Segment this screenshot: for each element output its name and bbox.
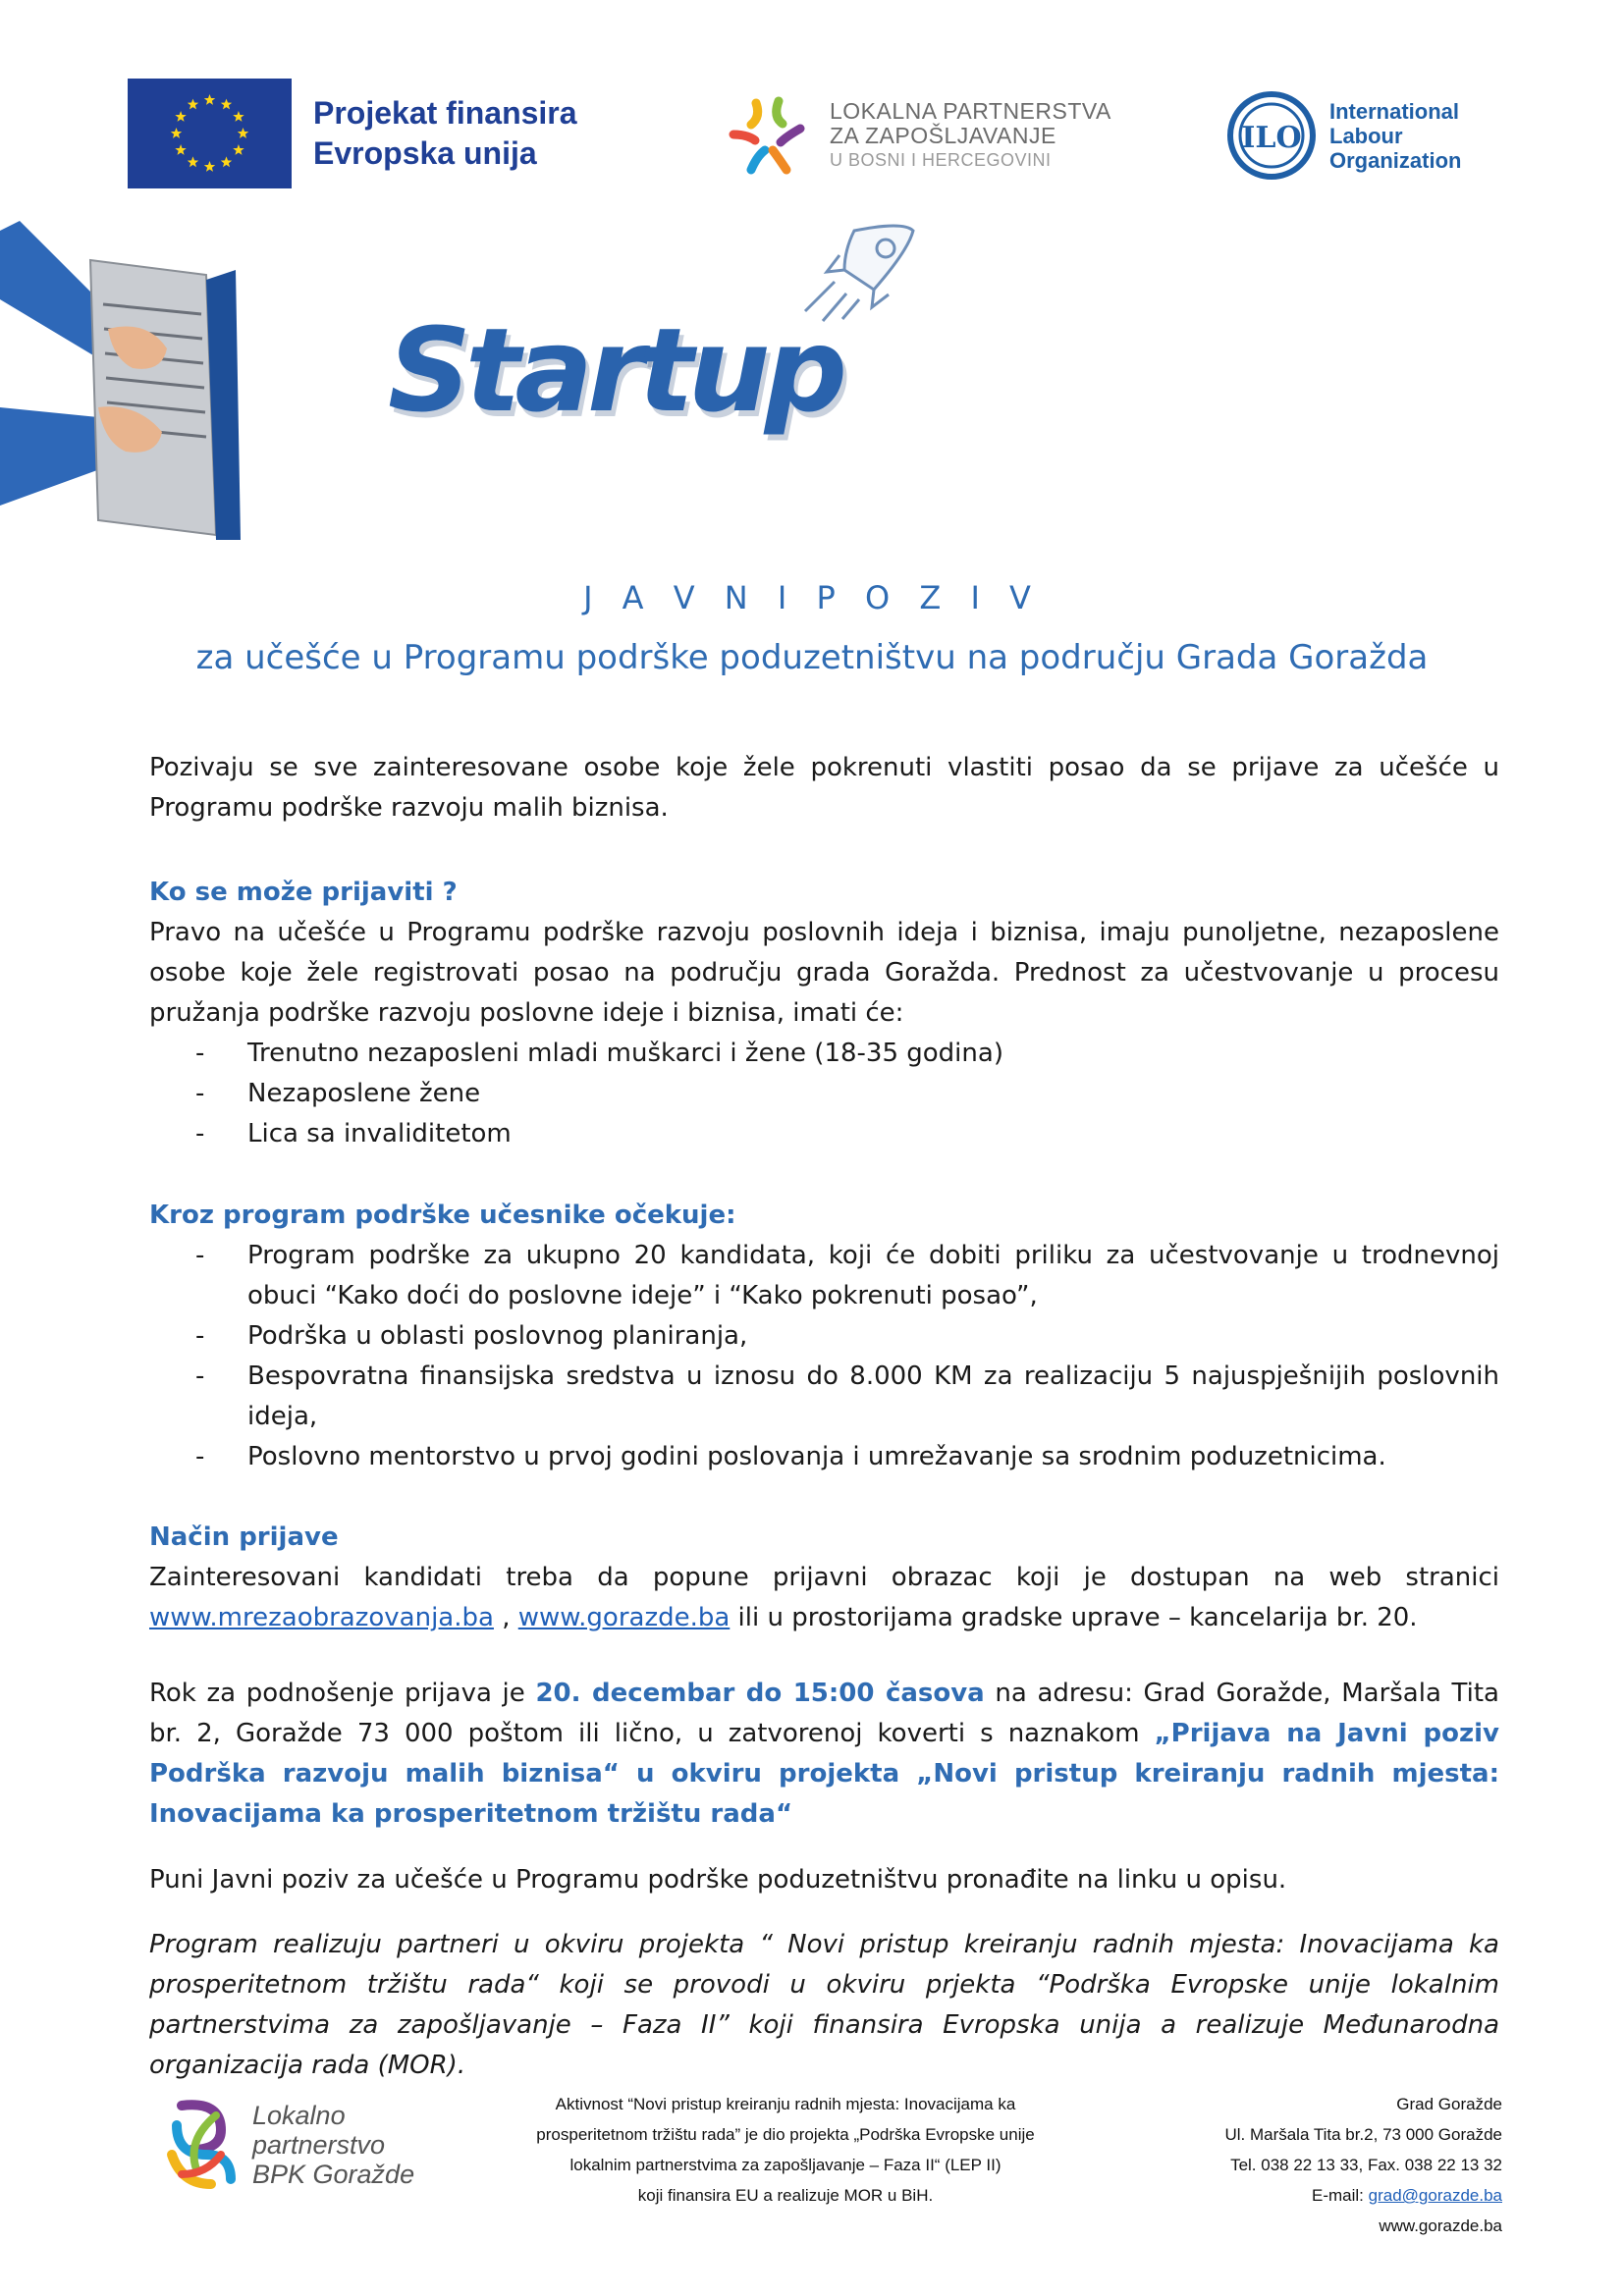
gorazde-link[interactable]: www.gorazde.ba	[517, 1603, 731, 1632]
footer-project-note: Aktivnost “Novi pristup kreiranju radnih mjesta: Inovacijama ka prosperitetnom tržištu rada” je dio projekta „Podrška Evropske unije lokalnim partnerstvima za zapošljavanje – Faza II“ (LEP II) koji finansira EU a realizuje MOR u BiH.	[536, 2095, 1035, 2205]
footer-web: www.gorazde.ba	[1379, 2216, 1502, 2235]
list-item: - Program podrške za ukupno 20 kandidata, koji će dobiti priliku za učestvovanje u trodnevnoj obuci “Kako doći do poslovne ideje” i “Kako pokrenuti posao”,	[195, 1241, 1499, 1310]
call-title: J A V N I P O Z I V	[583, 579, 1041, 616]
call-subtitle: za učešće u Programu podrške poduzetništvu na području Grada Goražda	[195, 638, 1429, 677]
list-item: - Trenutno nezaposleni mladi muškarci i žene (18-35 godina)	[195, 1039, 1003, 1068]
lep-line3: U BOSNI I HERCEGOVINI	[830, 149, 1052, 170]
eu-funding-logo	[128, 79, 648, 188]
footer-address: Ul. Maršala Tita br.2, 73 000 Goražde	[1224, 2125, 1502, 2144]
startup-wordmark: Startup	[388, 302, 842, 438]
full-call-note: Puni Javni poziv za učešće u Programu podrške poduzetništvu pronađite na linku u opisu.	[149, 1865, 1287, 1895]
eu-flag-icon	[128, 79, 292, 188]
footer-phone: Tel. 038 22 13 33, Fax. 038 22 13 32	[1230, 2156, 1502, 2174]
footer-logo-line1: Lokalno	[252, 2101, 346, 2130]
lep-line1: LOKALNA PARTNERSTVA	[830, 97, 1111, 124]
expect-heading: Kroz program podrške učesnike očekuje:	[149, 1201, 736, 1230]
deadline-paragraph: Rok za podnošenje prijava je 20. decembar do 15:00 časova na adresu: Grad Goražde, Maršala Tita br. 2, Goražde 73 000 poštom ili lično, u zatvorenoj koverti s naznakom „Prijava na Javni poziv Podrška razvoju malih biznisa“ u okviru projekta „Novi pristup kreiranju radnih mjesta: Inovacijama ka prosperitetnom tržištu rada“	[149, 1679, 1500, 1829]
ilo-line3: Organization	[1329, 147, 1462, 173]
who-paragraph: Pravo na učešće u Programu podrške razvoju poslovnih ideja i biznisa, imaju punoljetne, nezaposlene osobe koje žele registrovati posao na području grada Goražda. Prednost za učestvovanje u procesu pružanja podrške razvoju poslovne ideje i biznisa, imati će:	[149, 918, 1499, 1028]
eu-star-icon	[204, 161, 215, 172]
deadline-date: 20. decembar do 15:00 časova	[535, 1679, 985, 1708]
eu-logo-line2: Evropska unija	[313, 135, 537, 171]
ilo-emblem-icon	[1227, 88, 1316, 183]
envelope-label: „Prijava na Javni poziv Podrška razvoju malih biznisa“ u okviru projekta „Novi pristup kreiranju radnih mjesta: Inovacijama ka prosperitetnom tržištu rada“	[149, 1719, 1500, 1829]
eu-star-icon	[175, 144, 187, 155]
list-item: - Poslovno mentorstvo u prvoj godini poslovanja i umrežavanje sa srodnim poduzetnicima.	[195, 1442, 1386, 1471]
list-item: - Podrška u oblasti poslovnog planiranja,	[195, 1321, 748, 1351]
eu-star-icon	[171, 128, 182, 138]
eu-star-icon	[204, 94, 215, 105]
list-item: - Bespovratna finansijska sredstva u iznosu do 8.000 KM za realizaciju 5 najuspješnijih poslovnih ideja,	[195, 1362, 1499, 1431]
eu-star-icon	[233, 144, 244, 155]
ilo-line1: International	[1329, 98, 1460, 124]
lep-logo	[722, 86, 1134, 185]
footer-org: Grad Goražde	[1396, 2095, 1502, 2113]
eu-logo-line1: Projekat finansira	[313, 95, 577, 131]
partnership-knot-icon	[162, 2096, 241, 2194]
footer-logo-line3: BPK Goražde	[252, 2160, 415, 2189]
ilo-logo	[1227, 86, 1512, 185]
eu-star-icon	[221, 99, 232, 110]
list-item: - Nezaposlene žene	[195, 1079, 481, 1108]
footer-email-link[interactable]: grad@gorazde.ba	[1368, 2186, 1502, 2205]
lokalno-partnerstvo-logo	[162, 2091, 427, 2199]
partners-note: Program realizuju partneri u okviru projekta “ Novi pristup kreiranju radnih mjesta: Inovacijama ka prosperitetnom tržištu rada“ koji se provodi u okviru prjekta “Podrška Evropske unije lokalnim partnerstvima za zapošljavanje – Faza II” koji finansira Evropska unija a realizuje Međunarodna organizacija rada (MOR).	[149, 1930, 1499, 2080]
lep-line2: ZA ZAPOŠLJAVANJE	[830, 122, 1056, 148]
ilo-line2: Labour	[1329, 123, 1403, 148]
lep-star-icon	[722, 91, 810, 180]
ilo-emblem-text: ILO	[1241, 121, 1302, 155]
eu-star-icon	[175, 111, 187, 122]
intro-paragraph: Pozivaju se sve zainteresovane osobe koje žele pokrenuti vlastiti posao da se prijave za učešće u Programu podrške razvoju malih biznisa.	[149, 753, 1499, 823]
body-column	[149, 748, 1499, 828]
footer-logo-line2: partnerstvo	[252, 2130, 386, 2160]
eu-star-icon	[238, 128, 248, 138]
apply-heading: Način prijave	[149, 1522, 339, 1552]
list-item: - Lica sa invaliditetom	[195, 1119, 512, 1148]
mrezaobrazovanja-link[interactable]: www.mrezaobrazovanja.ba	[149, 1603, 494, 1632]
eu-star-icon	[233, 111, 244, 122]
expect-list	[149, 1236, 1499, 1477]
eu-star-icon	[188, 99, 198, 110]
who-list	[149, 1034, 1499, 1154]
footer-contact: Grad Goražde Ul. Maršala Tita br.2, 73 000 Goražde Tel. 038 22 13 33, Fax. 038 22 13 32 E-mail: grad@gorazde.ba www.gorazde.ba	[1100, 2089, 1502, 2241]
apply-paragraph: Zainteresovani kandidati treba da popune prijavni obrazac koji je dostupan na web stranici www.mrezaobrazovanja.ba , www.gorazde.ba ili u prostorijama gradske uprave – kancelarija br. 20.	[149, 1563, 1499, 1632]
eu-star-icon	[188, 156, 198, 167]
eu-star-icon	[221, 156, 232, 167]
who-heading: Ko se može prijaviti ?	[149, 878, 458, 907]
